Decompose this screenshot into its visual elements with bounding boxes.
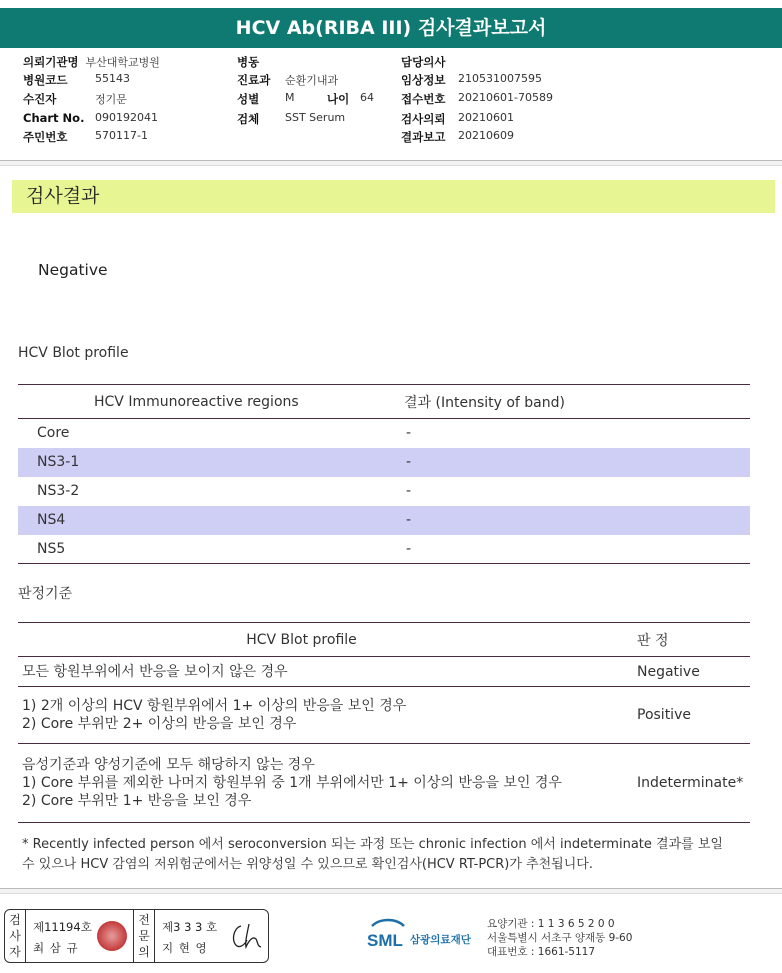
criteria-description bbox=[18, 744, 635, 823]
dept-value: 순환기내과 bbox=[285, 74, 339, 87]
sml-logo-icon bbox=[366, 916, 410, 954]
dept-label: 진료과 bbox=[237, 73, 271, 87]
patient-value: 정기문 bbox=[95, 93, 127, 106]
age-value: 64 bbox=[360, 91, 374, 104]
report-value: 20210609 bbox=[458, 129, 514, 142]
criteria-description bbox=[18, 657, 635, 687]
specialist-license: 제3 3 3 호 bbox=[162, 920, 218, 934]
region-intensity: - bbox=[404, 448, 750, 477]
examiner-label: 검 사 자 bbox=[9, 913, 21, 959]
divider bbox=[133, 910, 134, 962]
institution-info bbox=[487, 917, 632, 959]
table-row bbox=[18, 506, 750, 535]
region-name: NS4 bbox=[18, 506, 404, 535]
patient-label: 수진자 bbox=[23, 92, 57, 106]
specialist-name: 지 현 영 bbox=[162, 941, 208, 955]
header-divider bbox=[0, 160, 782, 166]
sex-label: 성별 bbox=[237, 92, 260, 106]
id-label: 주민번호 bbox=[23, 130, 68, 144]
criteria-col-profile: HCV Blot profile bbox=[18, 623, 635, 657]
request-label: 검사의뢰 bbox=[401, 112, 446, 126]
code-label: 병원코드 bbox=[23, 73, 68, 87]
id-value: 570117-1 bbox=[95, 129, 148, 142]
clinical-label: 임상정보 bbox=[401, 73, 446, 87]
sex-value: M bbox=[285, 91, 295, 104]
footnote-line: 수 있으나 HCV 감염의 저위험군에서는 위양성일 수 있으므로 확인검사(HCV RT-PCR)가 추천됩니다. bbox=[22, 857, 593, 872]
specimen-label: 검체 bbox=[237, 112, 260, 126]
region-name: Core bbox=[37, 425, 70, 442]
table-row bbox=[18, 448, 750, 477]
criteria-description bbox=[18, 687, 635, 744]
divider bbox=[154, 910, 155, 962]
criteria-judgment: Indeterminate* bbox=[635, 744, 750, 823]
region-name: NS5 bbox=[18, 535, 404, 564]
footnote-line: * Recently infected person 에서 seroconversion 되는 과정 또는 chronic infection 에서 indeterminate 결과를 보일 bbox=[22, 837, 723, 852]
blot-profile-table bbox=[18, 384, 750, 564]
logo-text: SML bbox=[367, 931, 403, 950]
criteria-table bbox=[18, 622, 750, 823]
ward-label: 병동 bbox=[237, 55, 260, 69]
table-row bbox=[18, 477, 750, 506]
receipt-value: 20210601-70589 bbox=[458, 91, 553, 104]
criteria-line: 모든 항원부위에서 반응을 보이지 않은 경우 bbox=[22, 663, 288, 680]
criteria-header-row bbox=[18, 623, 750, 657]
age-label: 나이 bbox=[327, 92, 350, 106]
hospital-label: 의뢰기관명 bbox=[23, 55, 79, 69]
signature-box bbox=[4, 909, 269, 963]
blot-col-intensity: 결과 (Intensity of band) bbox=[404, 385, 750, 419]
table-row bbox=[18, 657, 750, 687]
footer-divider bbox=[0, 888, 782, 894]
specialist-label: 전 문 의 bbox=[138, 913, 150, 959]
hospital-value: 부산대학교병원 bbox=[85, 56, 160, 69]
request-value: 20210601 bbox=[458, 111, 514, 124]
criteria-judgment: Positive bbox=[635, 687, 750, 744]
divider bbox=[25, 910, 26, 962]
doctor-label: 담당의사 bbox=[401, 55, 446, 69]
region-intensity: - bbox=[404, 506, 750, 535]
receipt-label: 접수번호 bbox=[401, 92, 446, 106]
code-value: 55143 bbox=[95, 72, 130, 85]
specimen-value: SST Serum bbox=[285, 111, 346, 124]
criteria-line: 2) Core 부위만 2+ 이상의 반응을 보인 경우 bbox=[22, 716, 297, 732]
report-title: HCV Ab(RIBA III) 검사결과보고서 bbox=[0, 8, 782, 48]
examiner-name: 최 삼 규 bbox=[33, 941, 79, 955]
overall-result: Negative bbox=[38, 261, 108, 279]
blot-profile-title: HCV Blot profile bbox=[18, 345, 129, 361]
table-row bbox=[18, 535, 750, 564]
criteria-col-judgment: 판 정 bbox=[635, 623, 750, 657]
criteria-title: 판정기준 bbox=[18, 586, 73, 602]
footnote bbox=[22, 835, 762, 875]
table-row bbox=[18, 419, 750, 448]
blot-header-row bbox=[18, 385, 750, 419]
chart-value: 090192041 bbox=[95, 111, 158, 124]
region-intensity: - bbox=[406, 483, 412, 499]
clinical-value: 210531007595 bbox=[458, 72, 542, 85]
institution-code: 요양기관 : 1 1 3 6 5 2 0 0 bbox=[487, 918, 615, 930]
region-intensity: - bbox=[406, 425, 412, 442]
region-name: NS3-1 bbox=[18, 448, 404, 477]
criteria-line: 1) 2개 이상의 HCV 항원부위에서 1+ 이상의 반응을 보인 경우 bbox=[22, 698, 407, 714]
table-row bbox=[18, 744, 750, 823]
criteria-line: 음성기준과 양성기준에 모두 해당하지 않는 경우 bbox=[22, 757, 315, 773]
institution-address: 서울특별시 서초구 양재동 9-60 bbox=[487, 932, 633, 944]
criteria-line: 2) Core 부위만 1+ 반응을 보인 경우 bbox=[22, 793, 252, 809]
seal-stamp bbox=[97, 921, 127, 951]
chart-label: Chart No. bbox=[23, 111, 85, 125]
region-intensity: - bbox=[404, 535, 750, 564]
institution-phone: 대표번호 : 1661-5117 bbox=[487, 946, 596, 958]
report-label: 결과보고 bbox=[401, 130, 446, 144]
institution-name: 삼광의료재단 bbox=[410, 934, 471, 946]
examiner-license: 제11194호 bbox=[33, 920, 92, 934]
criteria-line: 1) Core 부위를 제외한 나머지 항원부위 중 1개 부위에서만 1+ 이상의 반응을 보인 경우 bbox=[22, 775, 562, 791]
region-name: NS3-2 bbox=[37, 483, 80, 499]
criteria-judgment: Negative bbox=[635, 657, 750, 687]
blot-col-regions: HCV Immunoreactive regions bbox=[18, 385, 404, 419]
handwritten-signature bbox=[229, 920, 263, 952]
table-row bbox=[18, 687, 750, 744]
section-title: 검사결과 bbox=[12, 180, 775, 213]
